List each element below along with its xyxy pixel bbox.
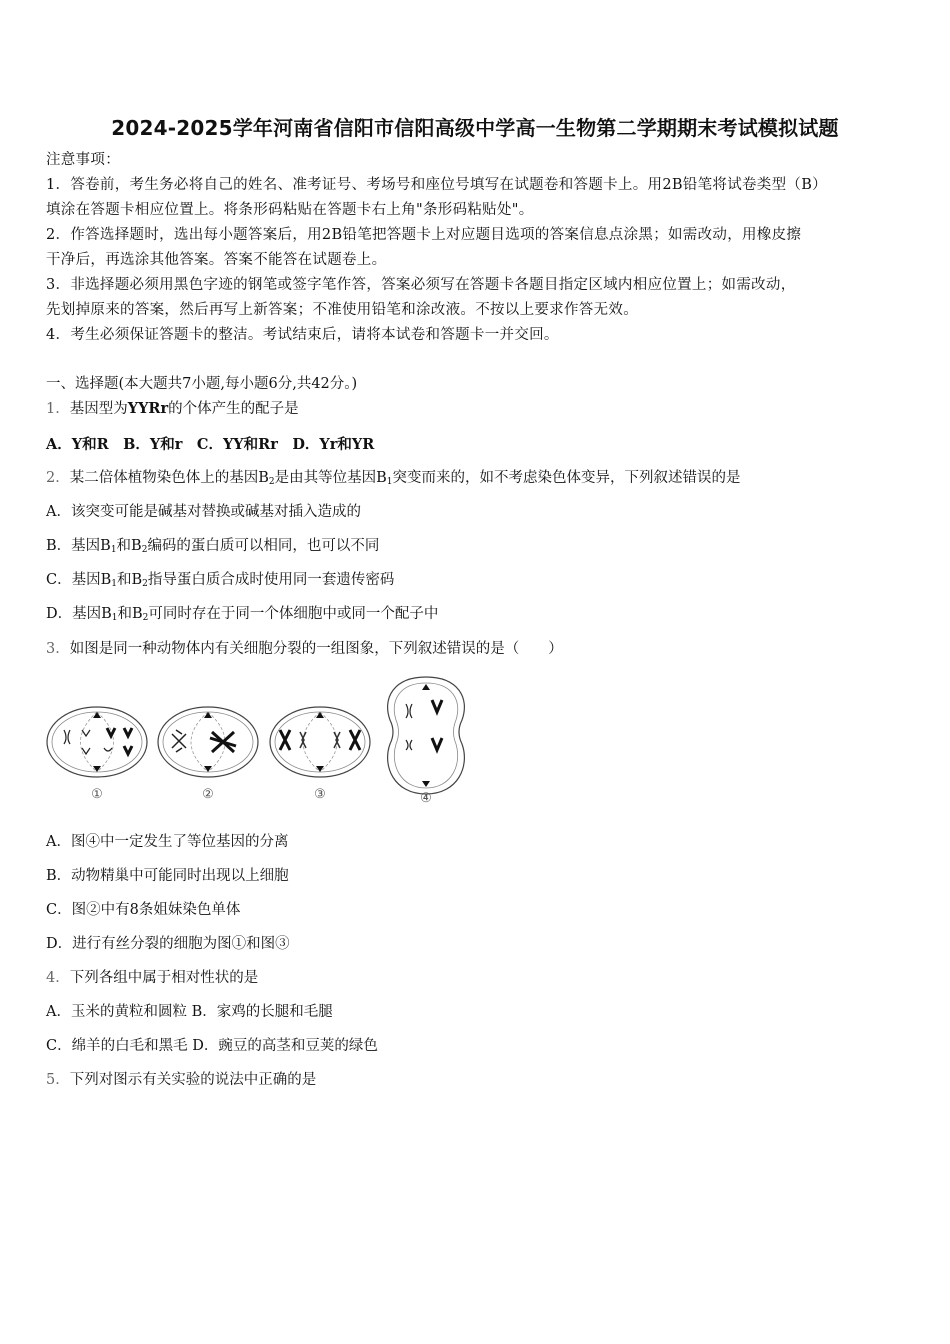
option-text: 指导蛋白质合成时使用同一套遗传密码 bbox=[147, 572, 395, 588]
q1-genotype: YYRr bbox=[127, 400, 169, 417]
section-heading: 一、选择题(本大题共7小题,每小题6分,共42分。) bbox=[46, 376, 358, 392]
q3-option-d: D．进行有丝分裂的细胞为图①和图③ bbox=[46, 936, 290, 952]
q2-stem-text: 突变而来的，如不考虑染色体变异，下列叙述错误的是 bbox=[392, 470, 741, 486]
option-text: 编码的蛋白质可以相同，也可以不同 bbox=[147, 538, 380, 554]
option-text: 和B bbox=[116, 572, 143, 588]
q2-option-a: A．该突变可能是碱基对替换或碱基对插入造成的 bbox=[46, 504, 361, 520]
option-text: 和B bbox=[117, 606, 143, 622]
q2-option-d bbox=[46, 605, 438, 627]
notes-line: 填涂在答题卡相应位置上。将条形码粘贴在答题卡右上角"条形码粘贴处"。 bbox=[46, 202, 534, 218]
question-number: 3． bbox=[46, 641, 70, 657]
subscript: 1 bbox=[386, 477, 393, 487]
notes-line: 1．答卷前，考生务必将自己的姓名、准考证号、考场号和座位号填写在试题卷和答题卡上。用2B铅笔将试卷类型（B） bbox=[46, 177, 827, 193]
subscript: 1 bbox=[111, 613, 118, 623]
notes-line: 3．非选择题必须用黑色字迹的钢笔或签字笔作答，答案必须写在答题卡各题目指定区域内相应位置上；如需改动， bbox=[46, 277, 796, 293]
q3-option-c: C．图②中有8条姐妹染色单体 bbox=[46, 902, 241, 918]
question-number: 5． bbox=[46, 1072, 70, 1088]
question-2-stem bbox=[46, 469, 741, 491]
option-text: C．基因B bbox=[46, 572, 112, 588]
subscript: 1 bbox=[110, 545, 117, 555]
page-title: 2024-2025学年河南省信阳市信阳高级中学高一生物第二学期期末考试模拟试题 bbox=[111, 116, 839, 140]
option-text: D．基因B bbox=[46, 606, 112, 622]
cell-4-diagram bbox=[388, 677, 465, 794]
notes-line: 4．考生必须保证答题卡的整洁。考试结束后，请将本试卷和答题卡一并交回。 bbox=[46, 327, 559, 343]
question-4-stem bbox=[46, 969, 258, 987]
subscript: 2 bbox=[142, 613, 149, 623]
q2-stem-text: 某二倍体植物染色体上的基因B bbox=[69, 470, 269, 486]
question-3-stem bbox=[46, 640, 563, 658]
q3-stem-text: 如图是同一种动物体内有关细胞分裂的一组图象，下列叙述错误的是（ ） bbox=[69, 641, 563, 657]
question-5-stem bbox=[46, 1071, 316, 1089]
question-1-options: A．Y和R B．Y和r C．YY和Rr D．Yr和YR bbox=[46, 436, 375, 453]
q4-options-ab: A．玉米的黄粒和圆粒 B．家鸡的长腿和毛腿 bbox=[46, 1004, 333, 1020]
subscript: 2 bbox=[142, 579, 148, 589]
notes-heading: 注意事项： bbox=[46, 152, 120, 168]
q3-option-a: A．图④中一定发生了等位基因的分离 bbox=[46, 834, 289, 850]
cell-label-4: ④ bbox=[420, 791, 432, 805]
notes-line: 先划掉原来的答案，然后再写上新答案；不准使用铅笔和涂改液。不按以上要求作答无效。 bbox=[46, 302, 638, 318]
q2-option-b bbox=[46, 537, 379, 559]
cell-label-1: ① bbox=[91, 787, 103, 802]
q3-option-b: B．动物精巢中可能同时出现以上细胞 bbox=[46, 868, 289, 884]
cell-label-3: ③ bbox=[314, 787, 326, 802]
subscript: 2 bbox=[268, 477, 275, 487]
option-text: 和B bbox=[116, 538, 142, 554]
q1-stem-text-end: 的个体产生的配子是 bbox=[168, 401, 299, 417]
q4-options-cd: C．绵羊的白毛和黑毛 D．豌豆的高茎和豆荚的绿色 bbox=[46, 1038, 378, 1054]
option-text: B．基因B bbox=[46, 538, 111, 554]
cell-label-2: ② bbox=[202, 787, 214, 802]
q2-stem-text: 是由其等位基因B bbox=[274, 470, 387, 486]
q4-stem-text: 下列各组中属于相对性状的是 bbox=[69, 970, 259, 986]
q2-option-c bbox=[46, 571, 394, 593]
question-number: 1． bbox=[46, 401, 70, 417]
question-number: 2． bbox=[46, 470, 70, 486]
option-text: 可同时存在于同一个体细胞中或同一个配子中 bbox=[148, 606, 439, 622]
subscript: 2 bbox=[141, 545, 148, 555]
subscript: 1 bbox=[111, 579, 117, 589]
notes-line: 2．作答选择题时，选出每小题答案后，用2B铅笔把答题卡上对应题目选项的答案信息点涂黑；如需改动，用橡皮擦 bbox=[46, 227, 802, 243]
q5-stem-text: 下列对图示有关实验的说法中正确的是 bbox=[69, 1072, 317, 1088]
cell-division-figure bbox=[44, 670, 474, 805]
notes-line: 干净后，再选涂其他答案。答案不能答在试题卷上。 bbox=[46, 252, 387, 268]
question-number: 4． bbox=[46, 970, 70, 986]
question-1-stem bbox=[46, 400, 299, 418]
q1-stem-text: 基因型为 bbox=[69, 401, 128, 417]
